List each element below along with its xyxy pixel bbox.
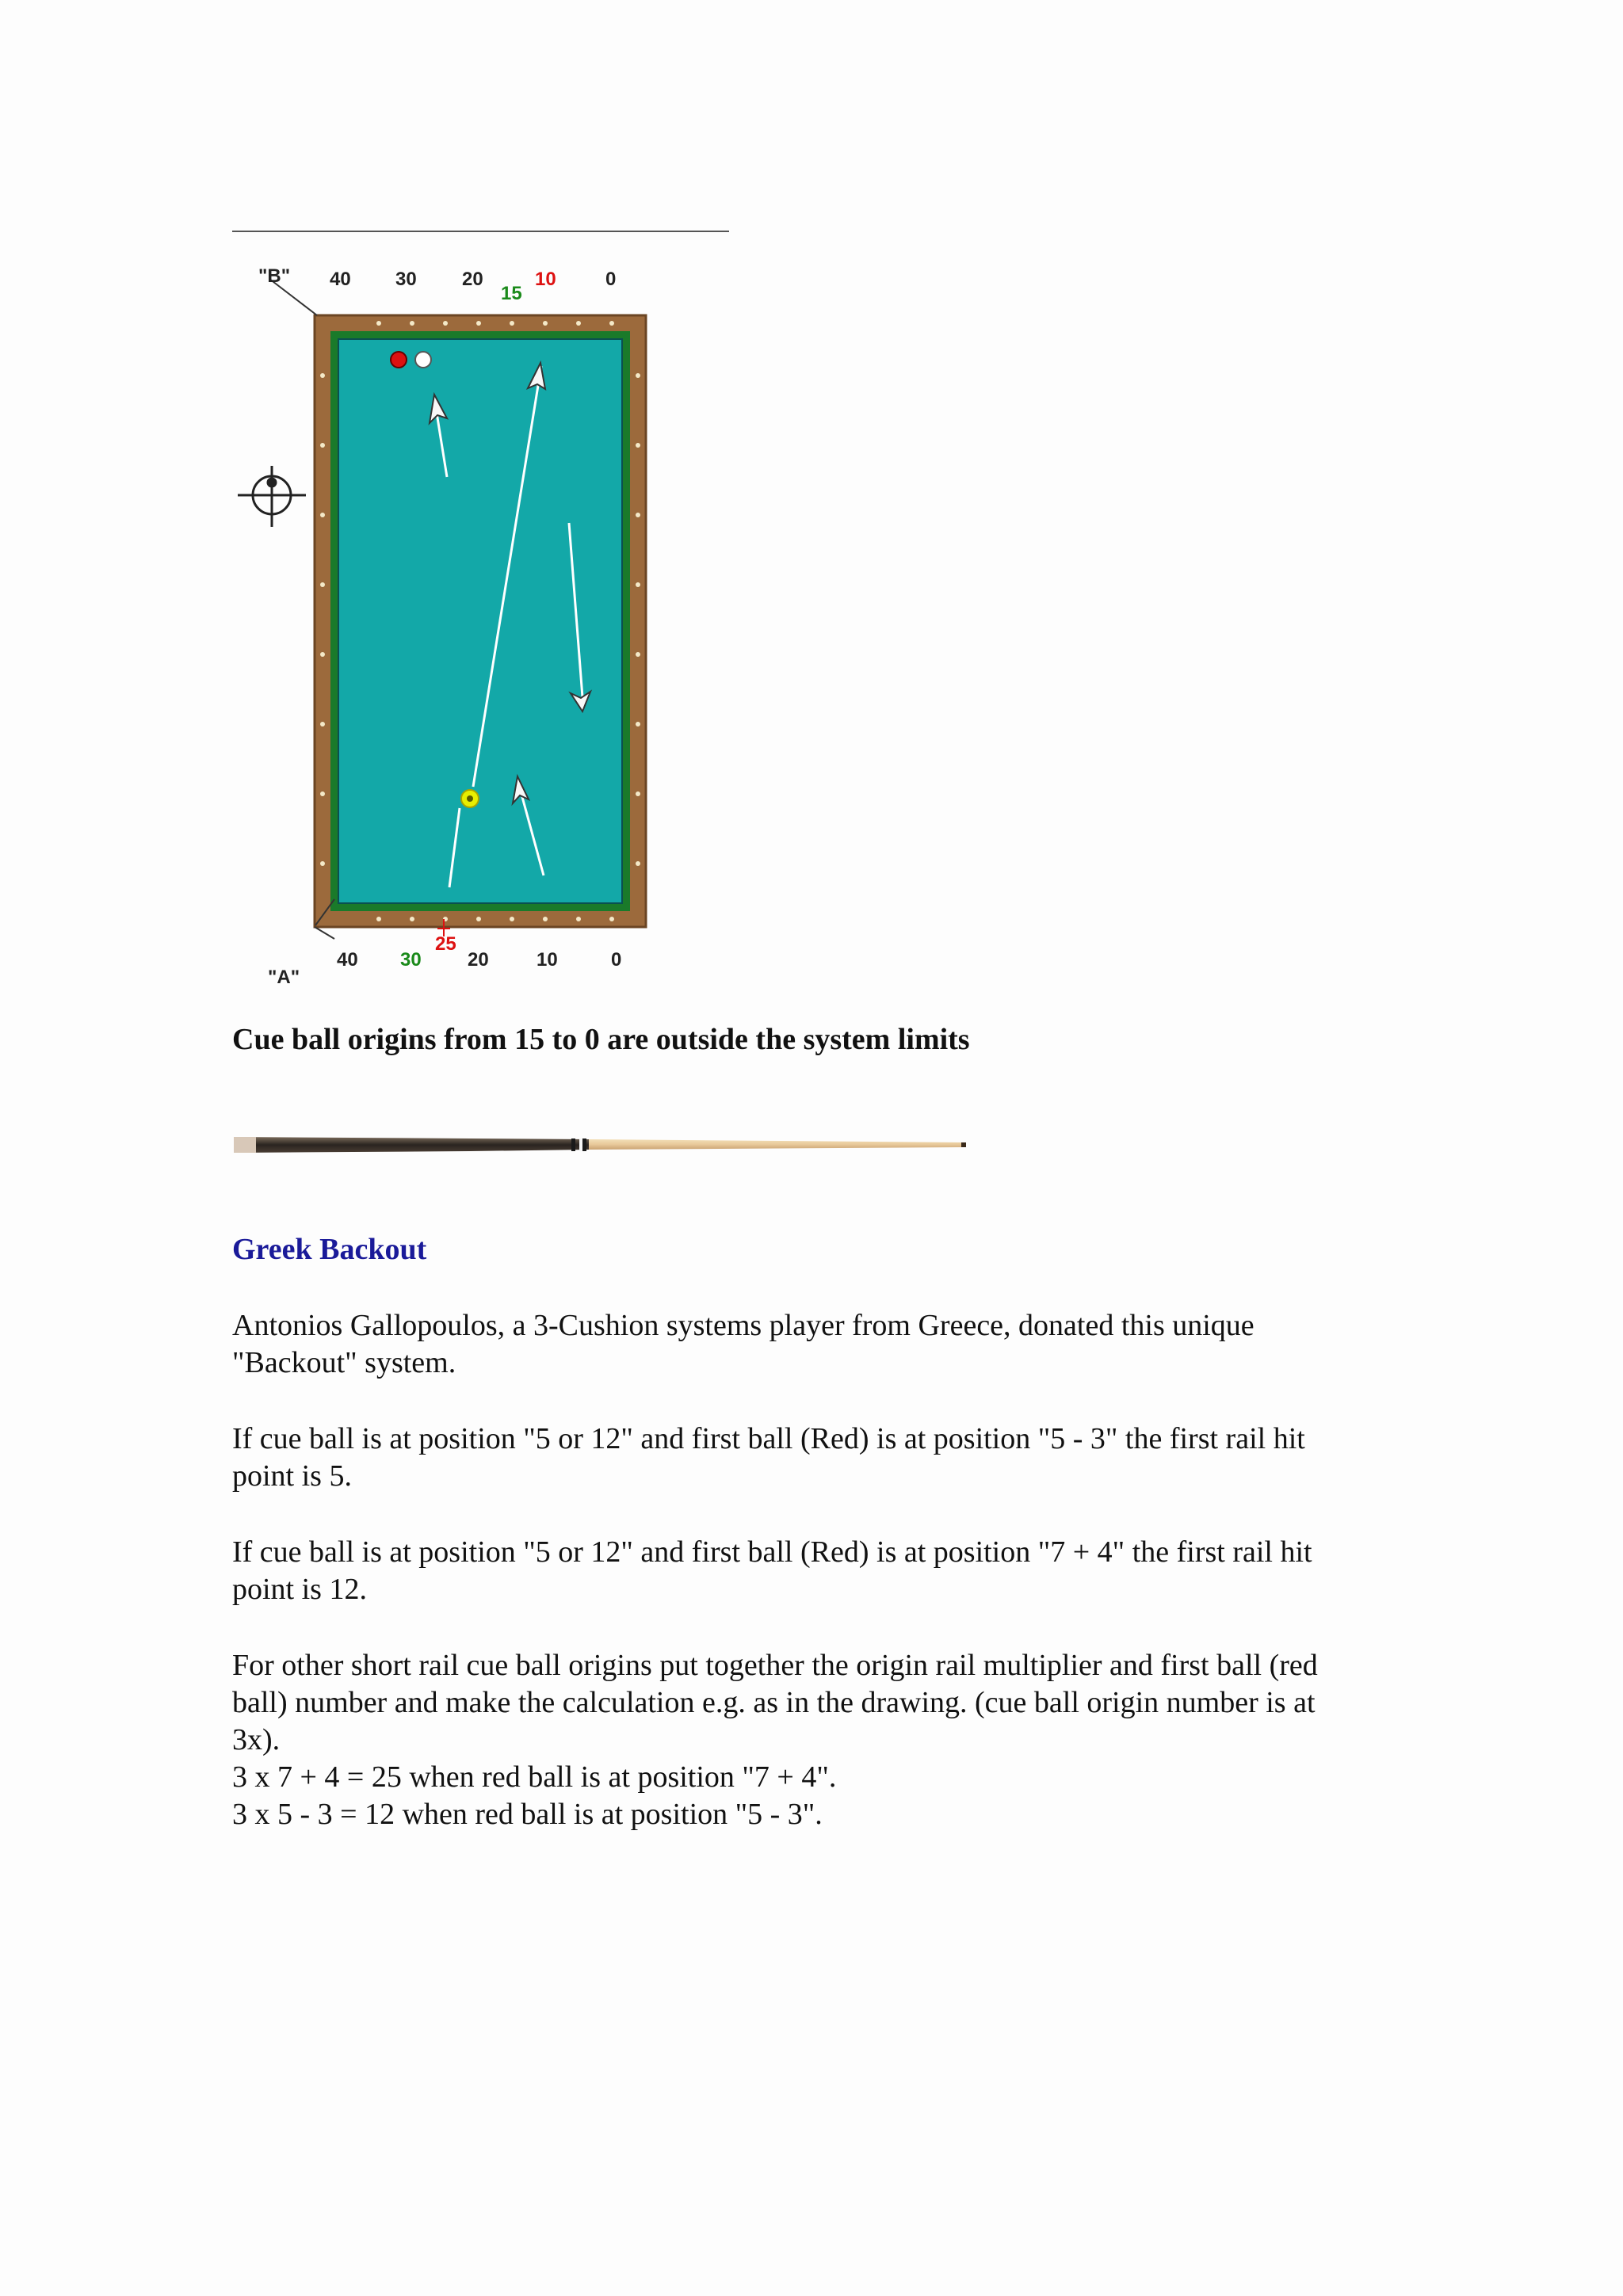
- top-number-0: 0: [605, 269, 617, 290]
- calc-line: 3 x 7 + 4 = 25 when red ball is at position "7 + 4".: [232, 1760, 837, 1794]
- red-ball: [391, 352, 407, 368]
- bottom-number-0: 0: [611, 949, 622, 971]
- paragraph-calculation: [232, 1647, 1358, 1833]
- corner-a-pointer-base: [315, 927, 334, 939]
- billiard-cue-icon: [232, 1129, 969, 1161]
- paragraph-text: If cue ball is at position "5 or 12" and first ball (Red) is at position "5 - 3" the first rail hit point is 5.: [232, 1422, 1305, 1493]
- horizontal-rule: [232, 231, 729, 232]
- paragraph-text: Antonios Gallopoulos, a 3-Cushion systems player from Greece, donated this unique "Backout" system.: [232, 1309, 1254, 1379]
- bottom-number-10: 10: [537, 949, 558, 971]
- bottom-number-40: 40: [337, 949, 358, 971]
- corner-a-label: "A": [268, 967, 300, 988]
- billiard-table-diagram: [230, 261, 674, 998]
- top-number-15: 15: [501, 283, 522, 304]
- paragraph-case-2: [232, 1534, 1358, 1608]
- yellow-ball-center: [467, 795, 473, 802]
- bottom-number-30: 30: [400, 949, 422, 971]
- bottom-number-20: 20: [468, 949, 489, 971]
- table-cloth: [338, 339, 622, 903]
- top-number-10: 10: [535, 269, 556, 290]
- paragraph-text: If cue ball is at position "5 or 12" and first ball (Red) is at position "7 + 4" the first rail hit point is 12.: [232, 1535, 1312, 1606]
- section-heading: Greek Backout: [232, 1233, 427, 1266]
- top-number-30: 30: [395, 269, 417, 290]
- paragraph-text: For other short rail cue ball origins put together the origin rail multiplier and first ball (red ball) number and make the calculation e.g. as in the drawing. (cue ball origin number is at 3x).: [232, 1649, 1318, 1756]
- paragraph-case-1: [232, 1421, 1358, 1495]
- top-number-40: 40: [330, 269, 351, 290]
- calc-line: 3 x 5 - 3 = 12 when red ball is at position "5 - 3".: [232, 1798, 823, 1831]
- top-number-20: 20: [462, 269, 483, 290]
- bottom-number-25: 25: [435, 933, 456, 955]
- white-ball: [415, 352, 431, 368]
- corner-b-label: "B": [258, 265, 291, 287]
- paragraph-intro: [232, 1307, 1358, 1382]
- diagram-caption: Cue ball origins from 15 to 0 are outside the system limits: [232, 1023, 970, 1056]
- billiard-table-svg: [230, 261, 674, 998]
- crosshair-icon: [238, 466, 306, 527]
